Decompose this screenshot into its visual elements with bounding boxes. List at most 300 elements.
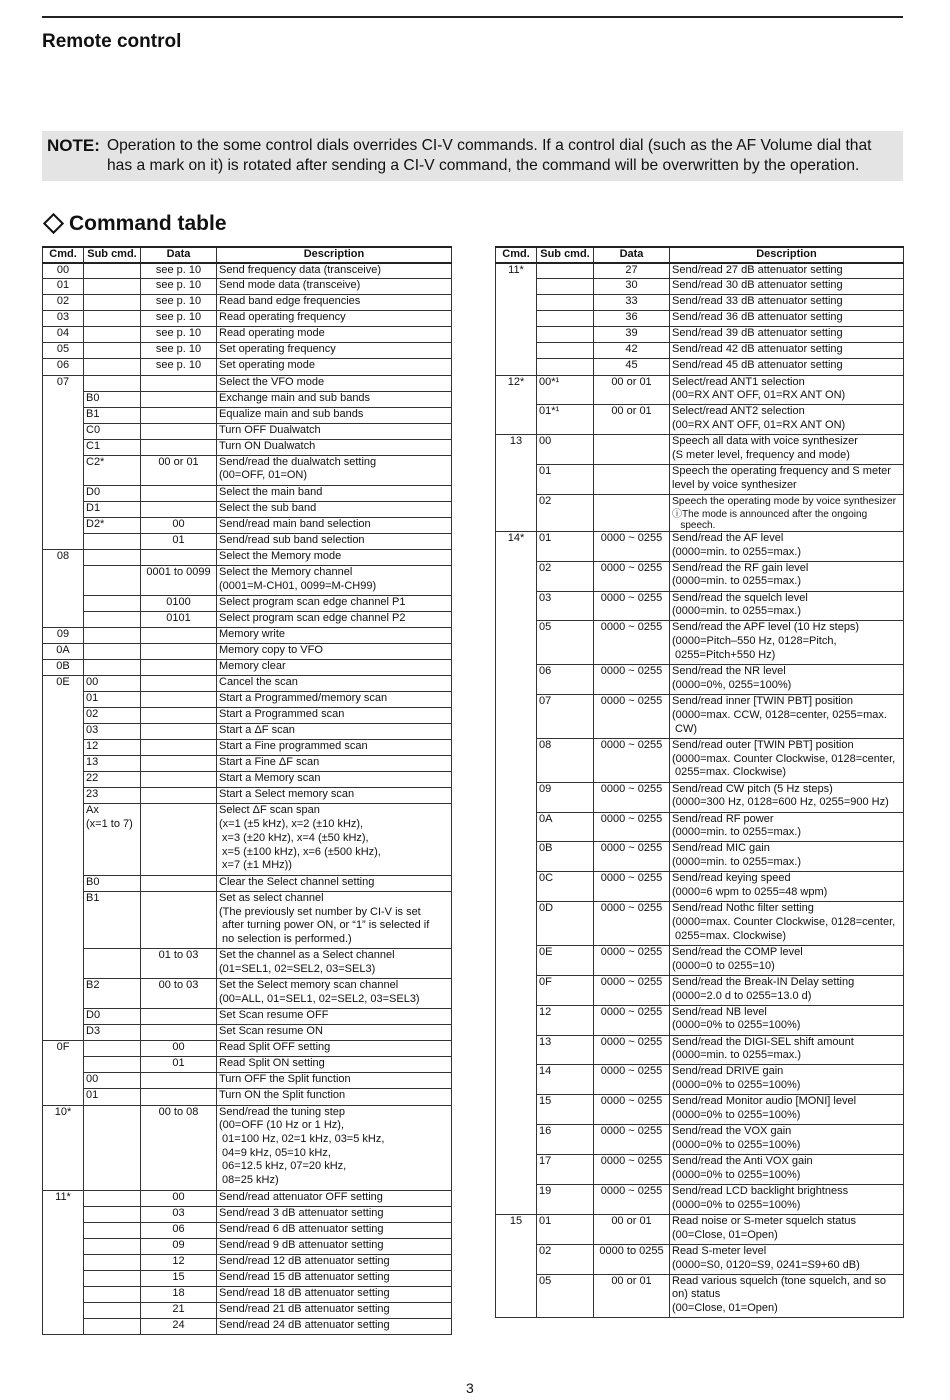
cell-sub-cmd: D2* [84, 517, 141, 533]
cell-description: Send/read attenuator OFF setting [217, 1190, 452, 1206]
cell-description: Read operating mode [217, 327, 452, 343]
cell-description: Set operating mode [217, 359, 452, 375]
cell-data: 00 or 01 [594, 1274, 670, 1318]
cell-cmd: 02 [43, 295, 84, 311]
table-row [496, 1214, 904, 1244]
cell-data [141, 1089, 217, 1105]
cell-description: Turn ON Dualwatch [217, 439, 452, 455]
table-row [496, 812, 904, 842]
cell-sub-cmd [84, 343, 141, 359]
cell-description: Select program scan edge channel P1 [217, 595, 452, 611]
table-row [496, 695, 904, 739]
cell-sub-cmd: 08 [537, 738, 594, 782]
cell-cmd: 0B [43, 659, 84, 675]
table-row [43, 659, 452, 675]
cell-data: 0000 ~ 0255 [594, 1095, 670, 1125]
cell-data [141, 627, 217, 643]
cell-sub-cmd: D0 [84, 1009, 141, 1025]
cell-sub-cmd [84, 1206, 141, 1222]
cell-sub-cmd [84, 659, 141, 675]
cell-sub-cmd: 16 [537, 1125, 594, 1155]
cell-description: Set the Select memory scan channel (00=ALL, 01=SEL1, 02=SEL2, 03=SEL3) [217, 979, 452, 1009]
table-row [43, 565, 452, 595]
cell-sub-cmd [84, 1190, 141, 1206]
cell-sub-cmd: 0E [537, 945, 594, 975]
cell-sub-cmd [84, 565, 141, 595]
cell-data: see p. 10 [141, 279, 217, 295]
cell-data: 00 [141, 1190, 217, 1206]
table-row [43, 611, 452, 627]
table-row [43, 979, 452, 1009]
table-row [496, 782, 904, 812]
cell-sub-cmd [84, 311, 141, 327]
cell-cmd: 0E [43, 676, 84, 1041]
cell-data [594, 435, 670, 465]
cell-data: 00 or 01 [141, 455, 217, 485]
cell-data [141, 875, 217, 891]
section-title [42, 212, 227, 236]
cell-description: Select the VFO mode [217, 375, 452, 391]
cell-data: 0000 ~ 0255 [594, 561, 670, 591]
cell-description: Set Scan resume OFF [217, 1009, 452, 1025]
cell-data: 0000 ~ 0255 [594, 591, 670, 621]
cell-data [141, 391, 217, 407]
cell-description: Select the Memory channel (0001=M-CH01, 0099=M-CH99) [217, 565, 452, 595]
cell-description: Exchange main and sub bands [217, 391, 452, 407]
cell-description: Cancel the scan [217, 676, 452, 692]
table-row [43, 295, 452, 311]
cell-description [670, 495, 904, 532]
cell-data: 21 [141, 1303, 217, 1319]
cell-sub-cmd [537, 359, 594, 375]
table-row [43, 1271, 452, 1287]
table-row [43, 1073, 452, 1089]
cell-sub-cmd: B1 [84, 891, 141, 949]
cell-data: 01 [141, 533, 217, 549]
cell-data: see p. 10 [141, 343, 217, 359]
cell-data: see p. 10 [141, 295, 217, 311]
table-row [43, 772, 452, 788]
table-row [43, 343, 452, 359]
table-row [496, 1274, 904, 1318]
cell-description: Send/read 33 dB attenuator setting [670, 295, 904, 311]
cell-sub-cmd: 13 [537, 1035, 594, 1065]
cell-sub-cmd: 15 [537, 1095, 594, 1125]
cell-description: Send/read sub band selection [217, 533, 452, 549]
cell-description: Set Scan resume ON [217, 1025, 452, 1041]
cell-description: Send/read the tuning step (00=OFF (10 Hz or 1 Hz), 01=100 Hz, 02=1 kHz, 03=5 kHz, 04=9 kHz, 05=10 kHz, 06=12.5 kHz, 07=20 kHz, 08=25 kHz) [217, 1105, 452, 1190]
cell-data: 0100 [141, 595, 217, 611]
cell-description: Read S-meter level (0000=S0, 0120=S9, 0241=S9+60 dB) [670, 1244, 904, 1274]
cell-sub-cmd: 13 [84, 756, 141, 772]
cell-data: 0000 ~ 0255 [594, 902, 670, 946]
cell-description: Start a Fine ΔF scan [217, 756, 452, 772]
cell-sub-cmd: B0 [84, 875, 141, 891]
cell-sub-cmd: D1 [84, 501, 141, 517]
cell-sub-cmd [84, 1057, 141, 1073]
table-row [43, 1206, 452, 1222]
cell-data: 00 [141, 517, 217, 533]
cell-description: Send/read CW pitch (5 Hz steps) (0000=300 Hz, 0128=600 Hz, 0255=900 Hz) [670, 782, 904, 812]
cell-data [594, 495, 670, 532]
cell-data: 42 [594, 343, 670, 359]
table-row [496, 405, 904, 435]
cell-data: 18 [141, 1287, 217, 1303]
cell-sub-cmd: C2* [84, 455, 141, 485]
cell-data [141, 501, 217, 517]
cell-description: Send/read the AF level (0000=min. to 0255=max.) [670, 531, 904, 561]
cell-sub-cmd [84, 549, 141, 565]
cell-sub-cmd: 01 [537, 465, 594, 495]
cell-sub-cmd: 01 [537, 531, 594, 561]
table-row [43, 359, 452, 375]
cell-cmd: 11* [43, 1190, 84, 1334]
note-label: NOTE: [47, 136, 100, 155]
diamond-icon [43, 213, 64, 234]
cell-description: Start a ΔF scan [217, 724, 452, 740]
table-row [43, 627, 452, 643]
table-row [496, 1035, 904, 1065]
cell-sub-cmd: 0B [537, 842, 594, 872]
cell-sub-cmd: 0A [537, 812, 594, 842]
cell-data: 0000 ~ 0255 [594, 1035, 670, 1065]
cell-data: 0001 to 0099 [141, 565, 217, 595]
cell-sub-cmd: 01*¹ [537, 405, 594, 435]
cell-sub-cmd: 03 [84, 724, 141, 740]
table-row [496, 279, 904, 295]
cell-cmd: 14* [496, 531, 537, 1214]
page-title: Remote control [42, 31, 182, 52]
table-row [43, 455, 452, 485]
cell-sub-cmd [84, 533, 141, 549]
cell-data: 00 to 08 [141, 1105, 217, 1190]
cell-data: 01 [141, 1057, 217, 1073]
cell-cmd: 07 [43, 375, 84, 549]
table-row [43, 1222, 452, 1238]
cell-sub-cmd [84, 1041, 141, 1057]
cell-sub-cmd [537, 295, 594, 311]
table-row [43, 533, 452, 549]
cell-description: Select the Memory mode [217, 549, 452, 565]
table-row [43, 1303, 452, 1319]
table-row [43, 407, 452, 423]
table-row [43, 595, 452, 611]
cell-sub-cmd: D3 [84, 1025, 141, 1041]
cell-sub-cmd: 02 [84, 708, 141, 724]
cell-sub-cmd [537, 311, 594, 327]
cell-description: Select ΔF scan span (x=1 (±5 kHz), x=2 (±10 kHz), x=3 (±20 kHz), x=4 (±50 kHz), x=5 (±100 kHz), x=6 (±500 kHz), x=7 (±1 MHz)) [217, 804, 452, 875]
table-row [496, 1095, 904, 1125]
table-row [43, 643, 452, 659]
table-row [43, 692, 452, 708]
table-row [496, 531, 904, 561]
cell-description: Clear the Select channel setting [217, 875, 452, 891]
cell-sub-cmd: 00 [84, 676, 141, 692]
cell-data: 0000 ~ 0255 [594, 842, 670, 872]
cell-description: Select/read ANT2 selection (00=RX ANT OFF, 01=RX ANT ON) [670, 405, 904, 435]
cell-description: Send/read 3 dB attenuator setting [217, 1206, 452, 1222]
header-description: Description [670, 247, 904, 263]
table-row [496, 738, 904, 782]
table-row [43, 549, 452, 565]
cell-sub-cmd: 05 [537, 621, 594, 665]
cell-data [141, 756, 217, 772]
cell-description: Memory copy to VFO [217, 643, 452, 659]
cell-description: Send frequency data (transceive) [217, 263, 452, 279]
cell-sub-cmd [537, 327, 594, 343]
cell-sub-cmd [84, 279, 141, 295]
cell-sub-cmd [84, 1287, 141, 1303]
cell-data [141, 1025, 217, 1041]
cell-data [141, 423, 217, 439]
cell-description: Send/read 18 dB attenuator setting [217, 1287, 452, 1303]
cell-data [141, 788, 217, 804]
cell-sub-cmd [84, 595, 141, 611]
table-row [43, 423, 452, 439]
cell-description: Send/read the DIGI-SEL shift amount (0000=min. to 0255=max.) [670, 1035, 904, 1065]
cell-data [141, 549, 217, 565]
cell-sub-cmd: 17 [537, 1155, 594, 1185]
cell-sub-cmd [84, 295, 141, 311]
table-row [496, 561, 904, 591]
cell-sub-cmd: 01 [537, 1214, 594, 1244]
cell-data [141, 724, 217, 740]
table-row [43, 311, 452, 327]
cell-description: Start a Programmed scan [217, 708, 452, 724]
cell-description: Send/read NB level (0000=0% to 0255=100%) [670, 1005, 904, 1035]
cell-description: Set operating frequency [217, 343, 452, 359]
cell-sub-cmd: B0 [84, 391, 141, 407]
cell-cmd: 12* [496, 375, 537, 435]
cell-data: 33 [594, 295, 670, 311]
cell-description: Send/read 30 dB attenuator setting [670, 279, 904, 295]
cell-data [141, 643, 217, 659]
cell-cmd: 10* [43, 1105, 84, 1190]
table-row [43, 375, 452, 391]
cell-data: 01 to 03 [141, 949, 217, 979]
cell-data: see p. 10 [141, 311, 217, 327]
cell-description: Turn OFF the Split function [217, 1073, 452, 1089]
cell-sub-cmd: 00 [537, 435, 594, 465]
cell-sub-cmd [84, 643, 141, 659]
cell-data: 12 [141, 1255, 217, 1271]
note-text: Operation to the some control dials overrides CI-V commands. If a control dial (such as the AF Volume dial that has a mark on it) is rotated after sending a CI-V command, the command will be overwritten by the operation. [107, 137, 872, 174]
table-row [43, 1057, 452, 1073]
cell-description: Send/read the VOX gain (0000=0% to 0255=100%) [670, 1125, 904, 1155]
table-row [496, 1065, 904, 1095]
table-row [43, 263, 452, 279]
cell-sub-cmd: D0 [84, 485, 141, 501]
cell-description: Send/read the Anti VOX gain (0000=0% to 0255=100%) [670, 1155, 904, 1185]
cell-data: 24 [141, 1319, 217, 1335]
cell-description: Start a Fine programmed scan [217, 740, 452, 756]
table-row [43, 485, 452, 501]
cell-data: see p. 10 [141, 263, 217, 279]
table-row [496, 327, 904, 343]
table-row [43, 1319, 452, 1335]
cell-sub-cmd: 01 [84, 1089, 141, 1105]
cell-description: Send/read Nothc filter setting (0000=max. Counter Clockwise, 0128=center, 0255=max. Clockwise) [670, 902, 904, 946]
table-row [43, 279, 452, 295]
cell-data: 0000 ~ 0255 [594, 782, 670, 812]
cell-data [594, 465, 670, 495]
cell-description: Turn ON the Split function [217, 1089, 452, 1105]
cell-description: Send/read 6 dB attenuator setting [217, 1222, 452, 1238]
cell-data: see p. 10 [141, 327, 217, 343]
table-row [496, 343, 904, 359]
cell-data [141, 804, 217, 875]
cell-data: 0000 ~ 0255 [594, 975, 670, 1005]
cell-data [141, 439, 217, 455]
cell-sub-cmd: C0 [84, 423, 141, 439]
cell-cmd: 01 [43, 279, 84, 295]
cell-description: Send/read 27 dB attenuator setting [670, 263, 904, 279]
cell-data: 0000 ~ 0255 [594, 665, 670, 695]
cell-data: see p. 10 [141, 359, 217, 375]
cell-cmd: 03 [43, 311, 84, 327]
cell-sub-cmd [84, 611, 141, 627]
cell-description: Send/read MIC gain (0000=min. to 0255=max.) [670, 842, 904, 872]
table-row [496, 945, 904, 975]
cell-sub-cmd: 07 [537, 695, 594, 739]
table-row [43, 1009, 452, 1025]
table-row [496, 872, 904, 902]
cell-data: 0000 ~ 0255 [594, 945, 670, 975]
cell-cmd: 11* [496, 263, 537, 375]
cell-sub-cmd: 23 [84, 788, 141, 804]
table-row [43, 1105, 452, 1190]
table-row [496, 359, 904, 375]
table-row [43, 891, 452, 949]
cell-sub-cmd: 06 [537, 665, 594, 695]
cell-sub-cmd: 00 [84, 1073, 141, 1089]
cell-data: 0000 ~ 0255 [594, 1065, 670, 1095]
table-row [43, 724, 452, 740]
cell-description: Send/read 39 dB attenuator setting [670, 327, 904, 343]
cell-sub-cmd [84, 359, 141, 375]
table-row [496, 902, 904, 946]
cell-description: Send/read the squelch level (0000=min. to 0255=max.) [670, 591, 904, 621]
cell-cmd: 04 [43, 327, 84, 343]
table-row [43, 1287, 452, 1303]
table-row [43, 1041, 452, 1057]
table-row [43, 756, 452, 772]
cell-description: Speech all data with voice synthesizer (S meter level, frequency and mode) [670, 435, 904, 465]
cell-sub-cmd [84, 1303, 141, 1319]
cell-description: Read band edge frequencies [217, 295, 452, 311]
cell-data [141, 708, 217, 724]
cell-description: Speech the operating frequency and S meter level by voice synthesizer [670, 465, 904, 495]
cell-description: Send/read 24 dB attenuator setting [217, 1319, 452, 1335]
table-row [496, 1155, 904, 1185]
cell-description: Send/read outer [TWIN PBT] position (0000=max. Counter Clockwise, 0128=center, 0255=max. Clockwise) [670, 738, 904, 782]
section-title-text: Command table [69, 212, 227, 235]
cell-sub-cmd: 0D [537, 902, 594, 946]
command-table-left [42, 246, 452, 1335]
command-table-right [495, 246, 904, 1318]
cell-data: 39 [594, 327, 670, 343]
cell-data: 0000 ~ 0255 [594, 695, 670, 739]
cell-description: Set as select channel (The previously set number by CI-V is set after turning power ON, or “1” is selected if no selection is performed.) [217, 891, 452, 949]
cell-sub-cmd [84, 1238, 141, 1254]
cell-data: 0000 ~ 0255 [594, 1155, 670, 1185]
table-row [43, 391, 452, 407]
cell-description: Equalize main and sub bands [217, 407, 452, 423]
cell-data: 0000 ~ 0255 [594, 1185, 670, 1215]
table-row [43, 1025, 452, 1041]
table-row [43, 708, 452, 724]
cell-description: Read various squelch (tone squelch, and so on) status (00=Close, 01=Open) [670, 1274, 904, 1318]
cell-sub-cmd: C1 [84, 439, 141, 455]
cell-sub-cmd [537, 343, 594, 359]
cell-description: Send/read 42 dB attenuator setting [670, 343, 904, 359]
cell-cmd: 09 [43, 627, 84, 643]
cell-description: Start a Select memory scan [217, 788, 452, 804]
table-row [43, 327, 452, 343]
cell-cmd: 00 [43, 263, 84, 279]
cell-sub-cmd [84, 263, 141, 279]
cell-data [141, 692, 217, 708]
cell-data: 15 [141, 1271, 217, 1287]
table-row [496, 621, 904, 665]
cell-description: Set the channel as a Select channel (01=SEL1, 02=SEL2, 03=SEL3) [217, 949, 452, 979]
cell-description: Select the main band [217, 485, 452, 501]
cell-cmd: 0A [43, 643, 84, 659]
table-row [43, 1238, 452, 1254]
cell-sub-cmd [84, 949, 141, 979]
cell-sub-cmd [84, 627, 141, 643]
table-row [496, 295, 904, 311]
cell-description: Select the sub band [217, 501, 452, 517]
header-data: Data [594, 247, 670, 263]
cell-cmd: 0F [43, 1041, 84, 1105]
cell-sub-cmd [537, 263, 594, 279]
cell-description: Send/read 21 dB attenuator setting [217, 1303, 452, 1319]
cell-sub-cmd: 12 [84, 740, 141, 756]
cell-sub-cmd: 01 [84, 692, 141, 708]
cell-data: 0000 ~ 0255 [594, 1005, 670, 1035]
cell-sub-cmd: B2 [84, 979, 141, 1009]
table-row [496, 1185, 904, 1215]
table-row [496, 665, 904, 695]
cell-data [141, 659, 217, 675]
cell-sub-cmd: 02 [537, 495, 594, 532]
table-row [496, 842, 904, 872]
cell-description: Memory write [217, 627, 452, 643]
cell-cmd: 15 [496, 1214, 537, 1318]
description-text: Speech the operating mode by voice synthesizer [672, 496, 897, 508]
cell-cmd: 05 [43, 343, 84, 359]
cell-cmd: 08 [43, 549, 84, 627]
cell-description: Send/read the APF level (10 Hz steps) (0000=Pitch–550 Hz, 0128=Pitch, 0255=Pitch+550 Hz) [670, 621, 904, 665]
cell-description: Send/read 12 dB attenuator setting [217, 1255, 452, 1271]
table-row [43, 439, 452, 455]
cell-sub-cmd [84, 1222, 141, 1238]
cell-data: 06 [141, 1222, 217, 1238]
cell-data [141, 891, 217, 949]
table-row [43, 740, 452, 756]
cell-data: 03 [141, 1206, 217, 1222]
header-cmd: Cmd. [43, 247, 84, 263]
cell-description: Send/read 36 dB attenuator setting [670, 311, 904, 327]
cell-sub-cmd: 00*¹ [537, 375, 594, 405]
table-row [496, 375, 904, 405]
table-row [496, 435, 904, 465]
cell-data: 0101 [141, 611, 217, 627]
cell-description: Send/read Monitor audio [MONI] level (0000=0% to 0255=100%) [670, 1095, 904, 1125]
cell-sub-cmd: 05 [537, 1274, 594, 1318]
cell-data: 0000 to 0255 [594, 1244, 670, 1274]
